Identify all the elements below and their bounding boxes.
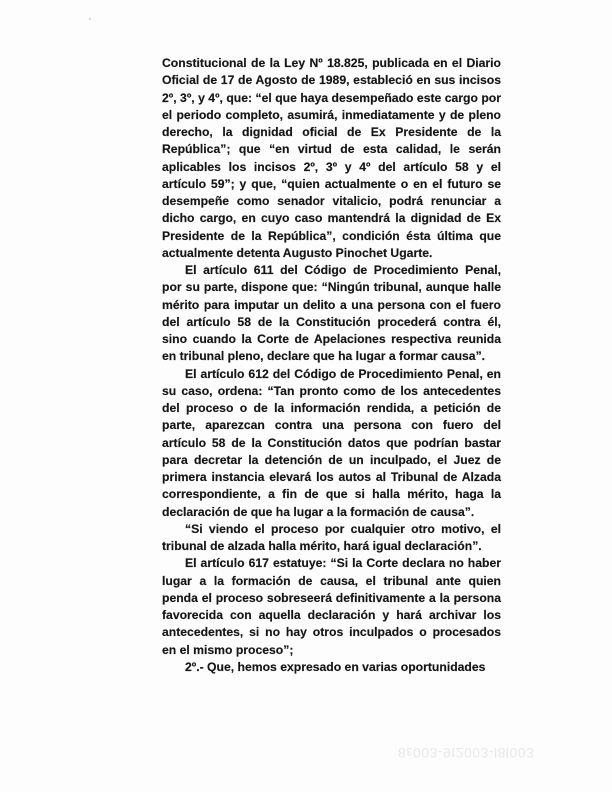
paragraph-articulo-617: El artículo 617 estatuye: “Si la Corte declara no haber lugar a la formación de causa, el tribunal ante quien penda el proceso sobreseerá definitivamente a la persona favorecida con aquella declaración y hará archivar los antecedentes, si no hay otros inculpados o procesados en el mismo proceso”; xyxy=(162,556,501,657)
paragraph-considerando-2: 2º.- Que, hemos expresado en varias oportunidades xyxy=(185,659,486,674)
paragraph-articulo-612: El artículo 612 del Código de Procedimiento Penal, en su caso, ordena: “Tan pronto como de los antecedentes del proceso o de la información rendida, a petición de parte, aparezcan contra una persona con fuero del artículo 58 de la Constitución datos que podrían bastar para decretar la detención de un inculpado, el Juez de primera instancia elevará los autos al Tribunal de Alzada correspondiente, a fin de que si halla mérito, haga la declaración de que ha lugar a la formación de causa”. xyxy=(162,366,501,519)
bleed-through-number: 8ε003-9t2003-Ɩ8Ɩ003 xyxy=(398,745,535,761)
paragraph-ley-18825: Constitucional de la Ley Nº 18.825, publicada en el Diario Oficial de 17 de Agosto de 1989, estableció en sus incisos 2º, 3º, y 4º, que: “el que haya desempeñado este cargo por el periodo completo, asumirá, inmediatamente y de pleno derecho, la dignidad oficial de Ex Presidente de la República”; que “en virtud de esta calidad, le serán aplicables los incisos 2º, 3º y 4º del artículo 58 y el artículo 59”; y que, “quien actualmente o en el futuro se desempeñe como senador vitalicio, podrá renunciar a dicho cargo, en cuyo caso mantendrá la dignidad de Ex Presidente de la República”, condición ésta última que actualmente detenta Augusto Pinochet Ugarte. xyxy=(162,56,501,260)
paragraph-articulo-611: El artículo 611 del Código de Procedimiento Penal, por su parte, dispone que: “Ningún tribunal, aunque halle mérito para imputar un delito a una persona con el fuero del artículo 58 de la Constitución procederá contra él, sino cuando la Corte de Apelaciones respectiva reunida en tribunal pleno, declare que ha lugar a formar causa”. xyxy=(162,263,501,364)
body-text xyxy=(162,55,501,676)
scan-speck xyxy=(89,18,91,20)
paragraph-tribunal-alzada: “Si viendo el proceso por cualquier otro motivo, el tribunal de alzada halla mérito, hará igual declaración”. xyxy=(162,521,501,553)
